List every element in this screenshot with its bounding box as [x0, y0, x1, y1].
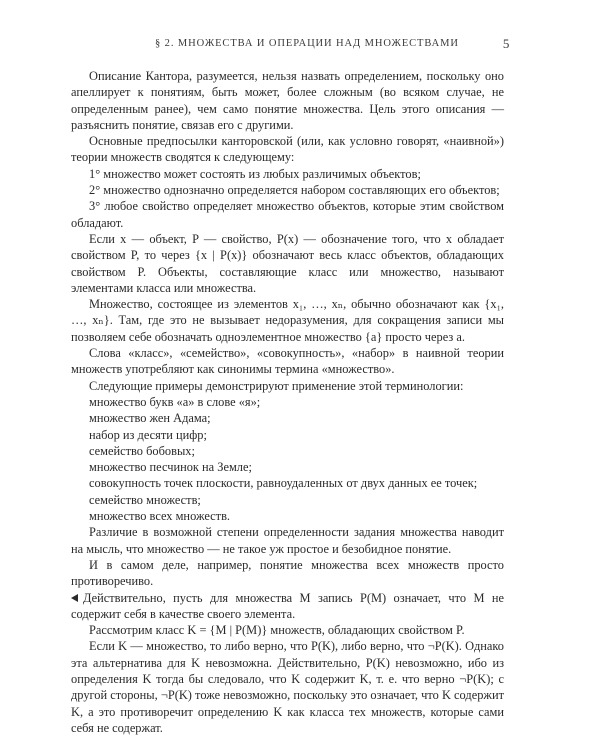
- example-item: семейство множеств;: [89, 492, 201, 507]
- paragraph-examples-intro: Следующие примеры демонстрируют применение этой терминологии:: [89, 378, 464, 393]
- page-header: [71, 36, 510, 56]
- paragraph-finite-set-notation: Множество, состоящее из элементов x₁, …, xₙ, обычно обозначают как {x₁, …, xₙ}. Там, где это не вызывает недоразумения, для сокращения записи мы позволяем себе обозначать одноэлементное множество {a} просто через a.: [71, 297, 504, 344]
- paragraph-cantor-description: Описание Кантора, разумеется, нельзя назвать определением, поскольку оно апеллирует к понятиям, быть может, более сложным (во всяком случае, не определенным ранее), чем само понятие множества. Цель этого описания — разъяснить понятие, связав его с другими.: [71, 69, 504, 132]
- premise-2: 2° множество однозначно определяется набором составляющих его объектов;: [89, 183, 500, 198]
- example-item: множество всех множеств.: [89, 509, 231, 524]
- proof-start-text: Действительно, пусть для множества M запись P(M) означает, что M не содержит себя в качестве своего элемента.: [71, 590, 504, 621]
- example-item: набор из десяти цифр;: [89, 427, 207, 442]
- example-item: множество букв «a» в слове «я»;: [89, 394, 261, 409]
- paragraph-class-k: Рассмотрим класс K = {M | P(M)} множеств, обладающих свойством P.: [89, 623, 465, 638]
- example-item: множество жен Адама;: [89, 411, 211, 426]
- paragraph-naive-theory-premises: Основные предпосылки канторовской (или, как условно говорят, «наивной») теории множеств сводятся к следующему:: [71, 134, 504, 165]
- paragraph-synonyms: Слова «класс», «семейство», «совокупность», «набор» в наивной теории множеств употребляют как синонимы термина «множество».: [71, 346, 504, 377]
- paragraph-contradiction: И в самом деле, например, понятие множества всех множеств просто противоречиво.: [71, 557, 504, 589]
- example-item: семейство бобовых;: [89, 443, 195, 458]
- paragraph-definiteness: Различие в возможной степени определенности задания множества наводит на мысль, что множество — не такое уж простое и безобидное понятие.: [71, 525, 504, 556]
- paragraph-proof-start: [71, 590, 504, 623]
- example-item: совокупность точек плоскости, равноудаленных от двух данных ее точек;: [89, 476, 478, 491]
- paragraph-notation: Если x — объект, P — свойство, P(x) — обозначение того, что x обладает свойством P, то через {x | P(x)} обозначают весь класс объектов, обладающих свойством P. Объекты, составляющие класс или множество, называют элементами класса или множества.: [71, 231, 504, 295]
- premise-1: 1° множество может состоять из любых различимых объектов;: [89, 166, 421, 181]
- running-title: § 2. МНОЖЕСТВА И ОПЕРАЦИИ НАД МНОЖЕСТВАМИ: [155, 38, 459, 49]
- page-body: [71, 68, 504, 736]
- page-number: 5: [502, 36, 510, 51]
- paragraph-russell-argument: Если K — множество, то либо верно, что P(K), либо верно, что ¬P(K). Однако эта альтернатива для K невозможна. Действительно, P(K) невозможно, ибо из определения K тогда бы следовало, что K содержит K, т. е. что верно ¬P(K); с другой стороны, ¬P(K) тоже невозможно, поскольку это означает, что K содержит K, а это противоречит определению K как класса тех множеств, которые сами себя не содержат.: [71, 639, 504, 735]
- book-page: [71, 36, 510, 736]
- example-item: множество песчинок на Земле;: [89, 460, 252, 475]
- proof-start-marker: [71, 594, 78, 602]
- premise-3: 3° любое свойство определяет множество объектов, которые этим свойством обладают.: [71, 199, 504, 230]
